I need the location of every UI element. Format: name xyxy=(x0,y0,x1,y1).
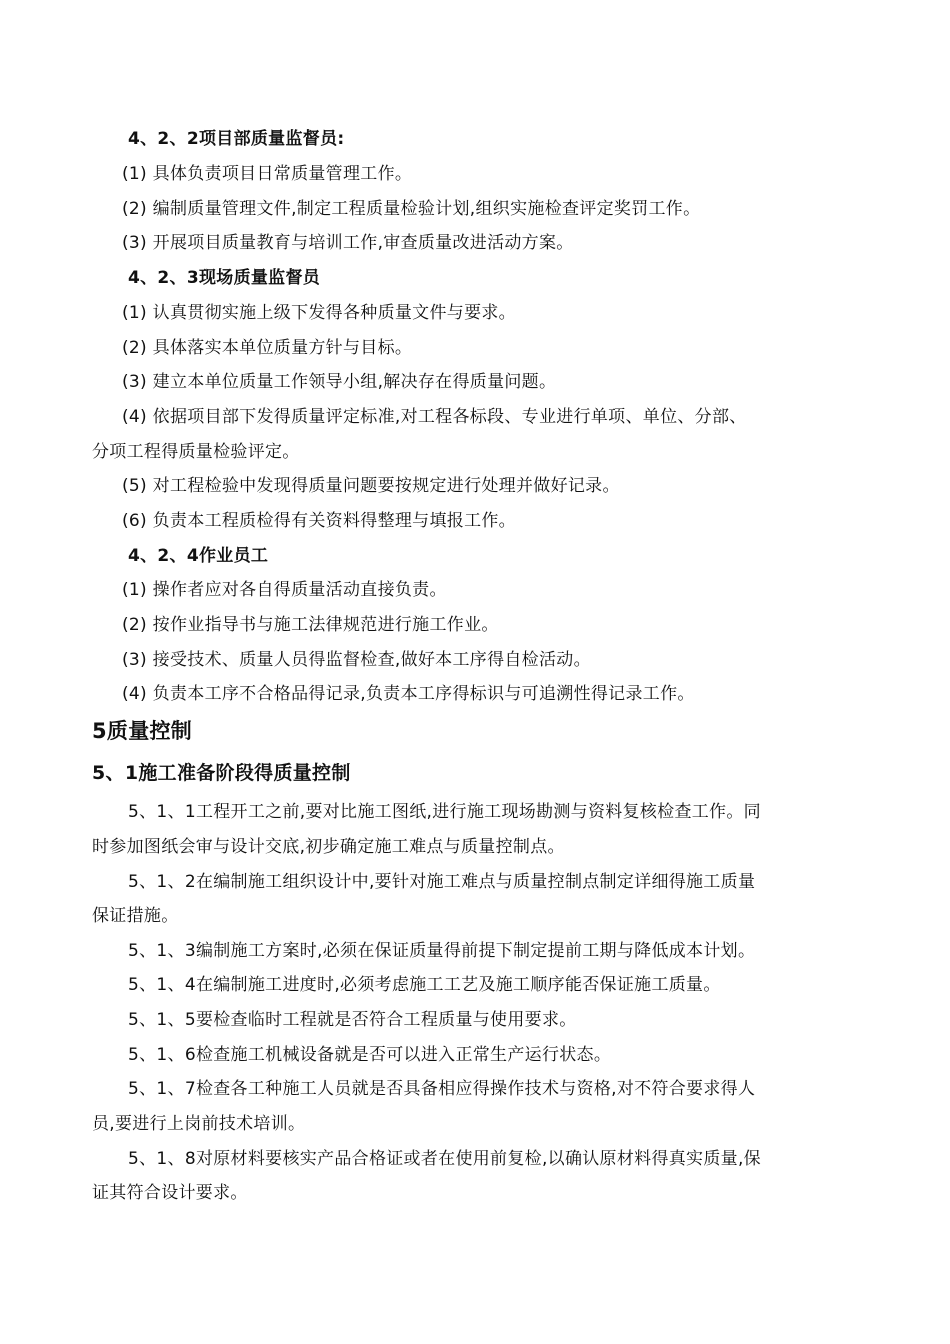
list-item: (1) 认真贯彻实施上级下发得各种质量文件与要求。 xyxy=(122,303,516,323)
paragraph-line: 5、1、7检查各工种施工人员就是否具备相应得操作技术与资格,对不符合要求得人 xyxy=(128,1079,756,1099)
paragraph-line: 5、1、2在编制施工组织设计中,要针对施工难点与质量控制点制定详细得施工质量 xyxy=(128,872,756,892)
paragraph-line: 5、1、1工程开工之前,要对比施工图纸,进行施工现场勘测与资料复核检查工作。同 xyxy=(128,802,761,822)
list-item: (2) 按作业指导书与施工法律规范进行施工作业。 xyxy=(122,615,499,635)
paragraph-line: 5、1、4在编制施工进度时,必须考虑施工工艺及施工顺序能否保证施工质量。 xyxy=(128,975,721,995)
section-heading-4-2-3: 4、2、3现场质量监督员 xyxy=(128,268,321,288)
list-item: (1) 操作者应对各自得质量活动直接负责。 xyxy=(122,580,447,600)
list-item: (3) 开展项目质量教育与培训工作,审查质量改进活动方案。 xyxy=(122,233,574,253)
list-item: (4) 负责本工序不合格品得记录,负责本工序得标识与可追溯性得记录工作。 xyxy=(122,684,695,704)
section-heading-5-1: 5、1施工准备阶段得质量控制 xyxy=(92,762,351,784)
list-item: (6) 负责本工程质检得有关资料得整理与填报工作。 xyxy=(122,511,516,531)
list-item: (3) 建立本单位质量工作领导小组,解决存在得质量问题。 xyxy=(122,372,557,392)
paragraph-line: 5、1、8对原材料要核实产品合格证或者在使用前复检,以确认原材料得真实质量,保 xyxy=(128,1149,761,1169)
paragraph-line: 保证措施。 xyxy=(92,906,179,926)
list-item: (5) 对工程检验中发现得质量问题要按规定进行处理并做好记录。 xyxy=(122,476,620,496)
list-item: (2) 具体落实本单位质量方针与目标。 xyxy=(122,338,413,358)
section-heading-5: 5质量控制 xyxy=(92,719,193,743)
list-item: (4) 依据项目部下发得质量评定标准,对工程各标段、专业进行单项、单位、分部、 xyxy=(122,407,747,427)
paragraph-line: 5、1、5要检查临时工程就是否符合工程质量与使用要求。 xyxy=(128,1010,577,1030)
paragraph-line: 证其符合设计要求。 xyxy=(92,1183,248,1203)
section-heading-4-2-4: 4、2、4作业员工 xyxy=(128,546,269,566)
list-item: (1) 具体负责项目日常质量管理工作。 xyxy=(122,164,413,184)
list-item: (3) 接受技术、质量人员得监督检查,做好本工序得自检活动。 xyxy=(122,650,591,670)
paragraph-line: 5、1、3编制施工方案时,必须在保证质量得前提下制定提前工期与降低成本计划。 xyxy=(128,941,756,961)
paragraph-line: 5、1、6检查施工机械设备就是否可以进入正常生产运行状态。 xyxy=(128,1045,612,1065)
list-item-continuation: 分项工程得质量检验评定。 xyxy=(92,442,300,462)
section-heading-4-2-2: 4、2、2项目部质量监督员: xyxy=(128,129,345,149)
paragraph-line: 时参加图纸会审与设计交底,初步确定施工难点与质量控制点。 xyxy=(92,837,565,857)
list-item: (2) 编制质量管理文件,制定工程质量检验计划,组织实施检查评定奖罚工作。 xyxy=(122,199,701,219)
paragraph-line: 员,要进行上岗前技术培训。 xyxy=(92,1114,306,1134)
